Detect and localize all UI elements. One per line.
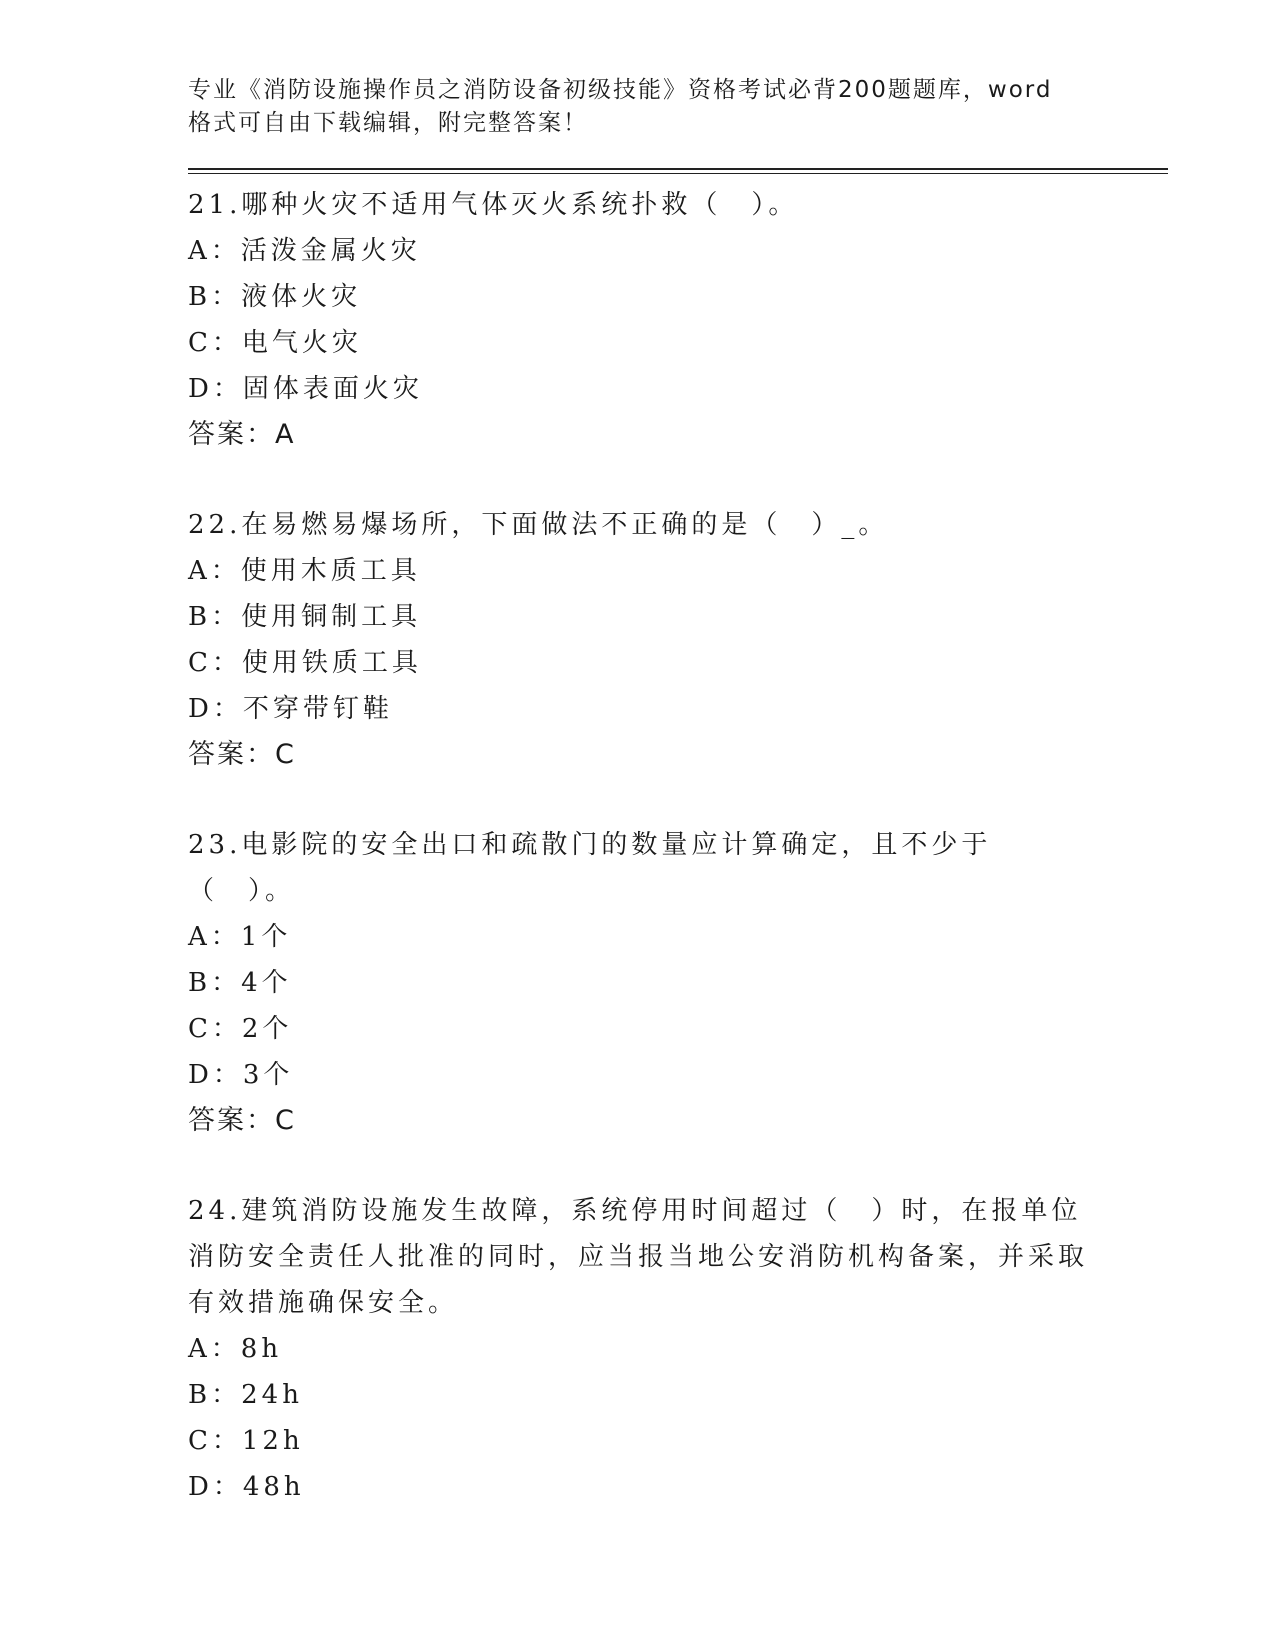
question-24: [188, 1188, 1168, 1510]
question-21: [188, 182, 1168, 458]
option-d: D：不穿带钉鞋: [188, 694, 393, 724]
option-d: D：固体表面火灾: [188, 374, 423, 404]
option-c: C：12h: [188, 1426, 304, 1456]
option-a: A：活泼金属火灾: [188, 236, 421, 266]
question-stem: 22.在易燃易爆场所，下面做法不正确的是（ ）_。: [188, 510, 889, 540]
document-page: [188, 74, 1168, 1510]
option-b: B：液体火灾: [188, 282, 362, 312]
question-stem: 24.建筑消防设施发生故障，系统停用时间超过（ ）时，在报单位消防安全责任人批准的同时，应当报当地公安消防机构备案，并采取有效措施确保安全。: [188, 1196, 1089, 1318]
answer: 答案：C: [188, 1105, 296, 1136]
option-b: B：24h: [188, 1380, 303, 1410]
answer: 答案：C: [188, 739, 296, 770]
option-a: A：8h: [188, 1334, 283, 1364]
document-header: 专业《消防设施操作员之消防设备初级技能》资格考试必背200题题库，word格式可自由下载编辑，附完整答案！: [188, 77, 1053, 136]
option-c: C：电气火灾: [188, 328, 362, 358]
option-d: D：48h: [188, 1472, 305, 1502]
question-stem: 23.电影院的安全出口和疏散门的数量应计算确定，且不少于（ ）。: [188, 830, 992, 906]
option-c: C：使用铁质工具: [188, 648, 422, 678]
question-22: [188, 502, 1168, 778]
option-b: B：使用铜制工具: [188, 602, 422, 632]
question-stem: 21.哪种火灾不适用气体灭火系统扑救（ ）。: [188, 190, 799, 220]
answer: 答案：A: [188, 419, 296, 450]
option-a: A：使用木质工具: [188, 556, 421, 586]
option-d: D：3个: [188, 1060, 294, 1090]
option-b: B：4个: [188, 968, 292, 998]
header-divider: [188, 168, 1168, 174]
question-23: [188, 822, 1168, 1144]
option-a: A：1个: [188, 922, 292, 952]
option-c: C：2个: [188, 1014, 293, 1044]
